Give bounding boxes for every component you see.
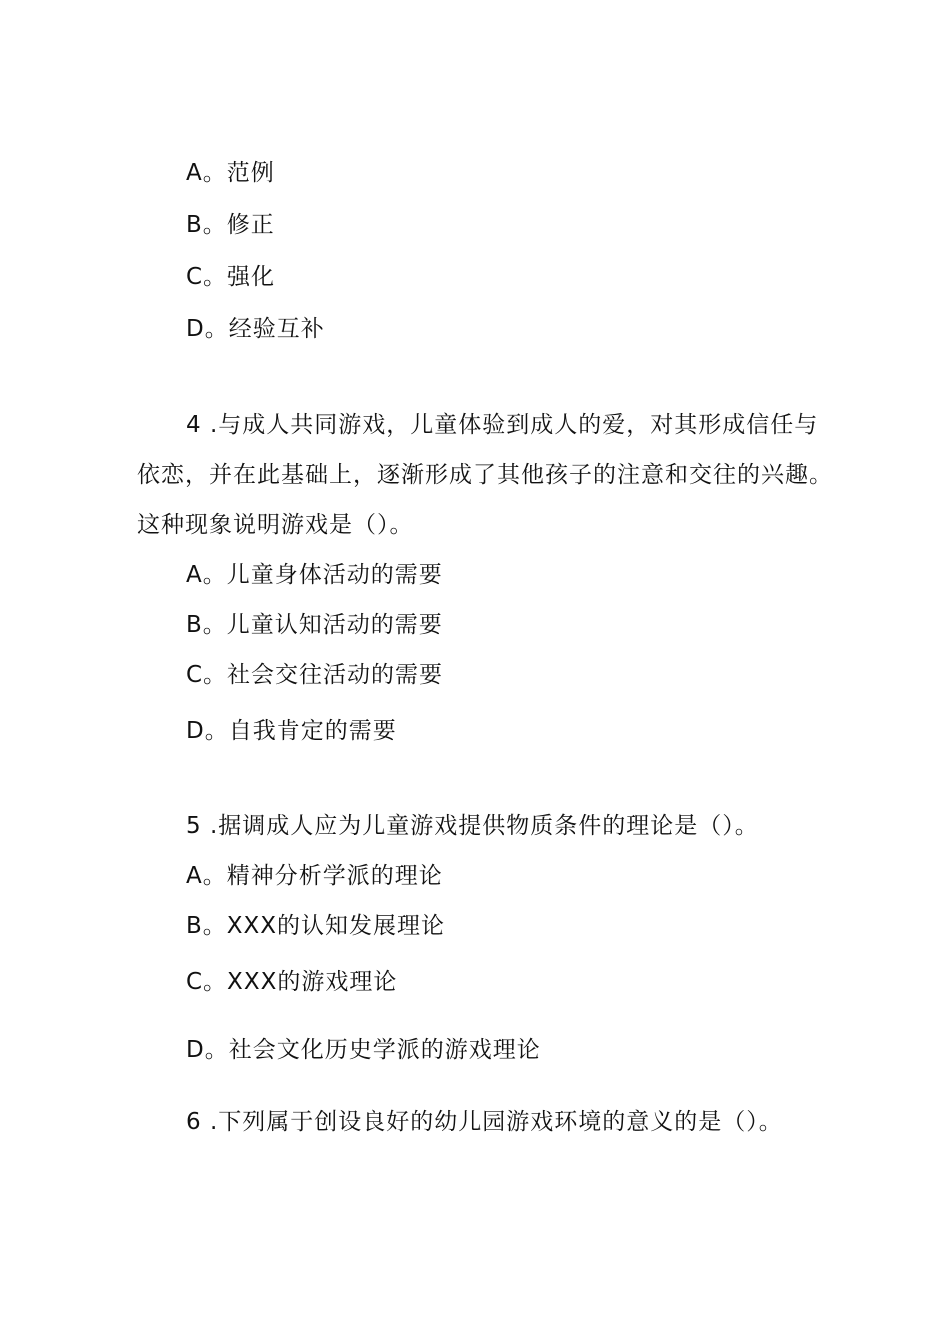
q5-option-b: B。XXX的认知发展理论 — [186, 913, 446, 939]
q5-option-d: D。社会文化历史学派的游戏理论 — [186, 1037, 541, 1063]
q6-stem: 6 .下列属于创设良好的幼儿园游戏环境的意义的是（）。 — [186, 1109, 783, 1135]
q4-option-a: A。儿童身体活动的需要 — [186, 562, 443, 588]
q3-option-a: A。范例 — [186, 160, 275, 186]
q4-stem-line-1: 4 .与成人共同游戏，儿童体验到成人的爱，对其形成信任与 — [186, 412, 819, 438]
q4-stem-line-3: 这种现象说明游戏是（）。 — [137, 512, 414, 538]
q5-stem: 5 .据调成人应为儿童游戏提供物质条件的理论是（）。 — [186, 813, 759, 839]
q3-option-b: B。修正 — [186, 212, 275, 238]
q5-option-a: A。精神分析学派的理论 — [186, 863, 443, 889]
q5-option-c: C。XXX的游戏理论 — [186, 969, 398, 995]
q4-option-c: C。社会交往活动的需要 — [186, 662, 444, 688]
q4-stem-line-2: 依恋，并在此基础上，逐渐形成了其他孩子的注意和交往的兴趣。 — [137, 462, 833, 488]
q4-option-b: B。儿童认知活动的需要 — [186, 612, 443, 638]
q3-option-c: C。强化 — [186, 264, 276, 290]
q4-option-d: D。自我肯定的需要 — [186, 718, 397, 744]
q3-option-d: D。经验互补 — [186, 316, 325, 342]
